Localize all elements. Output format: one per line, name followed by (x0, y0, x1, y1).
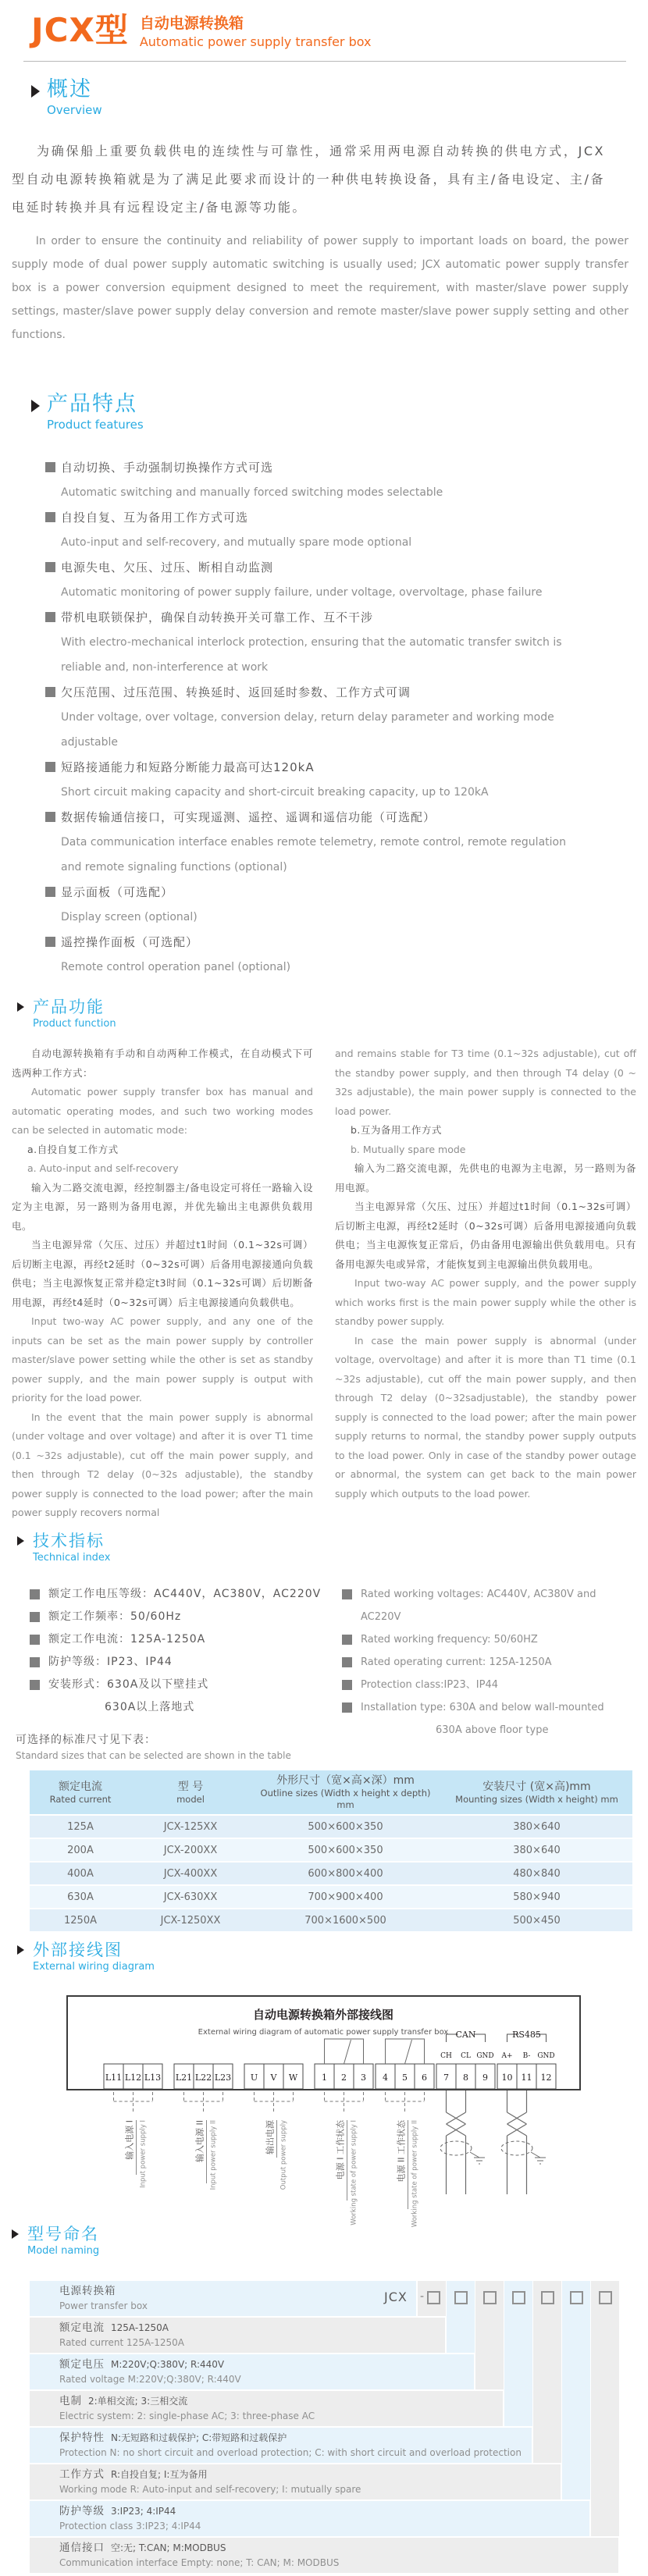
cell-rated-current: 125A (30, 1815, 131, 1838)
twisted-pair-icon (447, 2090, 466, 2194)
function-paragraph: a. Auto-input and self-recovery (27, 1162, 179, 1174)
section-wiring-heading (17, 1941, 155, 1975)
cell-mounting-size: 580×940 (441, 1885, 632, 1909)
heading-cn: 概述 (47, 77, 92, 101)
function-paragraph: Input two-way AC power supply, and the power supply which works first is the main power supply while the other is standby power supply. (335, 1277, 636, 1327)
naming-placeholder-box (541, 2291, 554, 2304)
cell-rated-current: 400A (30, 1862, 131, 1885)
group-label-en: Working state of power supply I (350, 2120, 358, 2226)
triangle-bullet-icon (17, 1002, 24, 1012)
terminal-label: 8 (463, 2073, 468, 2083)
cell-outline-size: 600×800×400 (250, 1862, 441, 1885)
cell-outline-size: 700×1600×500 (250, 1909, 441, 1932)
feature-item (45, 755, 632, 805)
cell-rated-current: 1250A (30, 1909, 131, 1932)
heading-cn: 产品特点 (47, 392, 137, 416)
terminal-label: V (270, 2073, 277, 2083)
table-row (30, 1862, 632, 1885)
function-paragraph: Automatic power supply transfer box has manual and automatic operating modes, and such two working modes can be selected in automatic mode: (12, 1086, 313, 1136)
product-title-cn: 自动电源转换箱 (139, 15, 244, 32)
tech-item-cn (30, 1696, 342, 1719)
table-row (30, 1885, 632, 1909)
tech-item-en (342, 1628, 639, 1651)
naming-row (30, 2354, 474, 2389)
triangle-bullet-icon (17, 1945, 24, 1955)
product-title (140, 14, 372, 52)
group-elbow-connector (325, 2092, 364, 2114)
naming-row-value: N:无短路和过载保护; C:带短路和过载保护 (111, 2432, 287, 2443)
naming-placeholder-box (454, 2291, 468, 2304)
interface-name-label: CAN (455, 2030, 476, 2040)
feature-en: Display screen (optional) (61, 911, 198, 923)
interface-pin-label: CH (440, 2052, 452, 2060)
cell-mounting-size: 380×640 (441, 1838, 632, 1862)
feature-en: Data communication interface enables remote telemetry, remote control, remote regulation and remote signaling functions (optional) (61, 836, 566, 873)
cell-rated-current: 200A (30, 1838, 131, 1862)
heading-en: Product features (47, 418, 144, 432)
tech-item-cn (30, 1583, 342, 1606)
naming-placeholder-box (512, 2291, 525, 2304)
naming-row-value: 2:单相交流; 3:三相交流 (88, 2396, 188, 2407)
tech-item-text: 630A以上落地式 (105, 1701, 195, 1713)
header-divider (23, 61, 626, 62)
features-list (45, 455, 632, 986)
naming-row-en: Power transfer box (59, 2300, 148, 2311)
function-paragraph: 自动电源转换箱有手动和自动两种工作模式，在自动模式下可选两种工作方式： (12, 1048, 313, 1079)
naming-row (30, 2428, 532, 2463)
naming-row-value: 空:无; T:CAN; M:MODBUS (111, 2542, 226, 2553)
naming-row-cn (59, 2467, 561, 2482)
ground-icon (531, 2152, 546, 2164)
group-elbow-connector (255, 2092, 294, 2114)
sizes-intro-cn: 可选择的标准尺寸见下表： (16, 1734, 156, 1746)
naming-row-en: Rated voltage M:220V;Q:380V; R:440V (59, 2374, 241, 2385)
terminal-label: L12 (124, 2073, 142, 2083)
cell-mounting-size: 480×840 (441, 1862, 632, 1885)
naming-row (30, 2538, 618, 2573)
model-naming-diagram (0, 2281, 648, 2576)
terminal-label: 10 (501, 2073, 513, 2083)
page-header (31, 6, 372, 55)
tech-list-cn (30, 1583, 342, 1724)
header-en: Mounting sizes (Width x height) mm (455, 1793, 618, 1805)
function-paragraph: and remains stable for T3 time (0.1~32s adjustable), cut off the standby power supply, and then through T4 delay (0 ~ 32s adjustable), the main power supply is connected to the load power. (335, 1048, 636, 1117)
square-bullet-icon (30, 1680, 40, 1690)
interface-pin-label: B- (522, 2052, 531, 2060)
tech-item-text: Rated working frequency: 50/60HZ (361, 1634, 538, 1646)
terminal-label: 11 (521, 2073, 532, 2083)
function-paragraph: In the event that the main power supply is abnormal (under voltage and over voltage) and after it is over T1 time (0.1 ~32s adjustable), cut off the main power supply, and then through T2 delay (0~32s adjustable), the standby power supply is connected to the load power; after the main power supply recovers normal (12, 1411, 313, 1518)
feature-item (45, 555, 632, 605)
terminal-label: 4 (383, 2073, 388, 2083)
heading-en: Product function (33, 1018, 116, 1030)
naming-prefix: JCX (384, 2290, 408, 2304)
square-bullet-icon (30, 1635, 40, 1645)
feature-cn: 数据传输通信接口，可实现遥测、遥控、遥调和遥信功能（可选配） (61, 810, 436, 824)
group-label-en: Input power supply I (139, 2120, 148, 2188)
tech-list-en (342, 1583, 639, 1736)
group-label-en: Working state of power supply II (411, 2120, 419, 2228)
product-model: JCX型 (31, 11, 129, 49)
cell-model: JCX-630XX (131, 1885, 250, 1909)
group-label-cn: 输入电源 I (124, 2120, 135, 2160)
cell-model: JCX-400XX (131, 1862, 250, 1885)
tech-item-en (342, 1719, 639, 1742)
feature-item (45, 455, 632, 505)
group-label-cn: 输出电源 (265, 2120, 276, 2154)
feature-en: Auto-input and self-recovery, and mutually spare mode optional (61, 536, 412, 549)
naming-row-label: 保护特性 (59, 2432, 105, 2444)
feature-item (45, 880, 632, 930)
naming-row-value: 3:IP23; 4:IP44 (111, 2506, 176, 2517)
heading-en: External wiring diagram (33, 1961, 155, 1973)
naming-row-label: 电制 (59, 2395, 82, 2407)
cell-mounting-size: 500×450 (441, 1909, 632, 1932)
cell-outline-size: 500×600×350 (250, 1815, 441, 1838)
square-bullet-icon (30, 1612, 40, 1622)
feature-en: Automatic monitoring of power supply failure, under voltage, overvoltage, phase failure (61, 586, 543, 599)
shield-ellipse-icon (440, 2141, 472, 2155)
function-paragraph: 当主电源异常（欠压、过压）并超过t1时间（0.1~32s可调）后切断主电源，再经t2延时（0~32s可调）后备用电源接通向负载供电；当主电源恢复正常后，仍由备用电源输出供负载用电。只有备用电源失电或异常，才能恢复到主电源输出供负载用电。 (335, 1201, 636, 1270)
cell-mounting-size: 380×640 (441, 1815, 632, 1838)
function-column-left (12, 1044, 313, 1518)
heading-cn: 产品功能 (33, 998, 105, 1016)
naming-row-cn (59, 2357, 474, 2372)
ground-icon (470, 2152, 485, 2164)
feature-cn: 自动切换、手动强制切换操作方式可选 (61, 461, 274, 475)
tech-item-text: Protection class:IP23、IP44 (361, 1679, 498, 1691)
naming-row-en: Electric system: 2: single-phase AC; 3: three-phase AC (59, 2411, 315, 2421)
naming-row-en: Protection N: no short circuit and overload protection; C: with short circuit and overload protection (59, 2447, 522, 2458)
naming-row-en: Protection class 3:IP23; 4:IP44 (59, 2521, 201, 2532)
header-cn: 外形尺寸（宽×高×深）mm (276, 1774, 415, 1787)
group-elbow-connector (114, 2092, 153, 2114)
tech-item-text: Rated working voltages: AC440V, AC380V and AC220V (361, 1589, 596, 1623)
naming-row-label: 防护等级 (59, 2505, 105, 2517)
heading-en: Technical index (33, 1552, 111, 1564)
function-paragraph: Input two-way AC power supply, and any one of the inputs can be set as the main power supply by controller master/slave power setting while the other is set as standby power supply, and the main power supply is output with priority for the load power. (12, 1315, 313, 1404)
col-header-mounting-sizes (441, 1770, 632, 1815)
naming-row-cn (59, 2504, 589, 2519)
header-en: Rated current (49, 1793, 112, 1805)
tech-item-cn (30, 1674, 342, 1696)
wiring-title-en: External wiring diagram of automatic power supply transfer box (198, 2028, 449, 2037)
feature-en: Under voltage, over voltage, conversion delay, return delay parameter and working mode adjustable (61, 711, 554, 749)
feature-en: Automatic switching and manually forced switching modes selectable (61, 486, 443, 499)
naming-row (30, 2464, 561, 2500)
feature-en: With electro-mechanical interlock protection, ensuring that the automatic transfer switch is reliable and, non-interference at work (61, 636, 562, 674)
terminal-label: U (250, 2073, 258, 2083)
section-naming-heading (12, 2225, 99, 2259)
naming-column-band (533, 2281, 561, 2463)
feature-cn: 带机电联锁保护，确保自动转换开关可靠工作、互不干涉 (61, 610, 374, 624)
interface-name-label: RS485 (512, 2030, 541, 2040)
square-bullet-icon (342, 1589, 352, 1599)
terminal-label: L13 (144, 2073, 162, 2083)
sizes-table-head (30, 1770, 632, 1815)
section-features-heading (31, 393, 144, 433)
feature-item (45, 605, 632, 680)
tech-index (30, 1583, 639, 1736)
naming-row-label: 通信接口 (59, 2542, 105, 2554)
feature-item (45, 505, 632, 555)
overview-paragraph-en: In order to ensure the continuity and reliability of power supply to important loads on board, the power supply mode of dual power supply automatic switching is usually used; JCX automatic power supply transfer box is a power conversion equipment designed to meet the requirement, with master/slave power supply settings, master/slave power supply delay conversion and remote master/slave power supply setting and other functions. (12, 235, 628, 341)
feature-item (45, 805, 632, 880)
shield-ellipse-icon (501, 2141, 532, 2155)
naming-row (30, 2318, 445, 2353)
tech-item-text: Rated operating current: 125A-1250A (361, 1656, 552, 1668)
naming-row-cn (59, 2284, 416, 2299)
terminal-label: L23 (214, 2073, 232, 2083)
interface-pin-label: CL (461, 2052, 471, 2060)
terminal-label: 5 (402, 2073, 408, 2083)
function-columns (12, 1044, 636, 1518)
tech-item-text: 630A above floor type (436, 1724, 549, 1736)
heading-cn: 技术指标 (33, 1532, 105, 1550)
terminal-label: 3 (361, 2073, 366, 2083)
cell-outline-size: 700×900×400 (250, 1885, 441, 1909)
naming-row-cn (59, 2394, 503, 2409)
cell-model: JCX-200XX (131, 1838, 250, 1862)
col-header-model (131, 1770, 250, 1815)
section-function-heading (17, 998, 116, 1032)
group-label-cn: 输入电源 II (194, 2120, 205, 2162)
function-paragraph: In case the main power supply is abnormal (under voltage, overvoltage) and after it is more than T1 time (0.1 ~32s adjustable), cut off the main power supply, and then through T2 delay (0~32sadjustable), the standby power supply is connected to the load power; after the main power supply returns to normal, the standby power supply outputs to the load power. Only in case of the standby power outage or abnormal, the system can get back to the main power supply which outputs to the load power. (335, 1334, 636, 1500)
section-overview-heading (31, 78, 102, 119)
feature-cn: 短路接通能力和短路分断能力最高可达120kA (61, 760, 315, 774)
naming-row-en: Communication interface Empty: none; T: CAN; M: MODBUS (59, 2557, 340, 2568)
sizes-table-body (30, 1815, 632, 1932)
naming-row-label: 额定电压 (59, 2358, 105, 2371)
terminal-label: L11 (105, 2073, 123, 2083)
naming-row (30, 2391, 503, 2426)
square-bullet-icon (30, 1589, 40, 1599)
square-bullet-icon (342, 1657, 352, 1667)
naming-column-band (562, 2281, 590, 2500)
triangle-bullet-icon (31, 85, 40, 98)
product-title-en: Automatic power supply transfer box (139, 34, 372, 49)
heading-cn: 外部接线图 (33, 1941, 123, 1959)
triangle-bullet-icon (12, 2229, 19, 2239)
tech-item-cn (30, 1628, 342, 1651)
group-elbow-connector (184, 2092, 223, 2114)
group-label-en: Input power supply II (209, 2120, 218, 2190)
feature-item (45, 680, 632, 755)
tech-item-en (342, 1674, 639, 1696)
function-column-right (335, 1044, 636, 1513)
naming-placeholder-box (427, 2291, 440, 2304)
square-bullet-icon (342, 1635, 352, 1645)
terminal-label: 1 (322, 2073, 327, 2083)
group-elbow-connector (386, 2092, 425, 2114)
naming-column-band (591, 2281, 619, 2536)
naming-row-cn (59, 2321, 445, 2336)
naming-row-cn (59, 2541, 618, 2556)
group-label-cn: 电源 II 工作状态 (396, 2120, 407, 2183)
naming-row (30, 2281, 416, 2316)
header-en: Outline sizes (Width x height x depth) mm (260, 1788, 431, 1810)
section-tech-heading (17, 1532, 110, 1566)
table-row (30, 1838, 632, 1862)
sizes-intro-en: Standard sizes that can be selected are shown in the table (16, 1750, 291, 1761)
naming-placeholder-box (599, 2291, 612, 2304)
tech-item-text: 额定工作频率：50/60Hz (48, 1610, 182, 1623)
terminal-label: 12 (540, 2073, 552, 2083)
col-header-rated-current (30, 1770, 131, 1815)
terminal-label: L22 (194, 2073, 212, 2083)
naming-row-value: R:自投自复; I:互为备用 (111, 2469, 208, 2480)
heading-cn: 型号命名 (27, 2225, 99, 2243)
naming-row-cn (59, 2431, 532, 2446)
tech-item-text: 防护等级：IP23、IP44 (48, 1656, 173, 1668)
heading-en: Overview (47, 103, 102, 117)
wiring-diagram (66, 1995, 582, 2257)
feature-cn: 显示面板（可选配） (61, 885, 174, 899)
tech-item-text: Installation type: 630A and below wall-mounted (361, 1702, 604, 1713)
function-paragraph: 当主电源异常（欠压、过压）并超过t1时间（0.1~32s可调）后切断主电源，再经t2延时（0~32s可调）后备用电源接通向负载供电；当主电源恢复正常并稳定t3时间（0.1~32s可调）后切断备用电源，再经t4延时（0~32s可调）后主电源接通向负载供电。 (12, 1239, 313, 1308)
twisted-pair-icon (507, 2090, 527, 2194)
naming-placeholder-box (570, 2291, 583, 2304)
terminal-label: 6 (422, 2073, 427, 2083)
function-paragraph: b. Mutually spare mode (351, 1143, 466, 1155)
square-bullet-icon (30, 1657, 40, 1667)
terminal-label: 9 (482, 2073, 488, 2083)
tech-item-en (342, 1583, 639, 1628)
cell-outline-size: 500×600×350 (250, 1838, 441, 1862)
terminal-label: L21 (175, 2073, 193, 2083)
interface-pin-label: A+ (501, 2052, 513, 2060)
feature-en: Remote control operation panel (optional) (61, 961, 291, 973)
sizes-table (30, 1770, 632, 1933)
interface-pin-label: GND (476, 2052, 494, 2060)
table-row (30, 1909, 632, 1932)
terminal-label: W (288, 2073, 298, 2083)
group-label-en: Output power supply (279, 2120, 288, 2190)
function-paragraph: 输入为二路交流电源，经控制器主/备电设定可将任一路输入设定为主电源，另一路则为备用电源，并优先输出主电源供负载用电。 (12, 1181, 313, 1232)
naming-row-en: Rated current 125A-1250A (59, 2337, 184, 2348)
tech-item-text: 额定工作电压等级：AC440V，AC380V，AC220V (48, 1588, 322, 1600)
overview-paragraph-cn: 为确保船上重要负载供电的连续性与可靠性，通常采用两电源自动转换的供电方式，JCX型自动电源转换箱就是为了满足此要求而设计的一种供电转换设备，具有主/备电设定、主/备电延时转换并具有远程设定主/备电源等功能。 (12, 144, 605, 215)
naming-row (30, 2501, 589, 2536)
tech-item-en (342, 1696, 639, 1719)
naming-row-value: 125A-1250A (111, 2322, 169, 2333)
wiring-title-cn: 自动电源转换箱外部接线图 (252, 2008, 394, 2022)
cell-rated-current: 630A (30, 1885, 131, 1909)
cell-model: JCX-1250XX (131, 1909, 250, 1932)
col-header-outline-sizes (250, 1770, 441, 1815)
tech-item-text: 安装形式：630A及以下壁挂式 (48, 1678, 209, 1691)
table-row (30, 1815, 632, 1838)
tech-item-en (342, 1651, 639, 1674)
header-cn: 额定电流 (59, 1780, 102, 1793)
triangle-bullet-icon (17, 1536, 24, 1546)
terminal-label: 7 (443, 2073, 449, 2083)
feature-cn: 遥控操作面板（可选配） (61, 935, 199, 949)
header-en: model (176, 1793, 205, 1805)
triangle-bullet-icon (31, 400, 40, 412)
feature-cn: 电源失电、欠压、过压、断相自动监测 (61, 560, 274, 575)
feature-cn: 欠压范围、过压范围、转换延时、返回延时参数、工作方式可调 (61, 685, 411, 699)
naming-dash: - (420, 2290, 425, 2303)
square-bullet-icon (342, 1680, 352, 1690)
heading-en: Model naming (27, 2245, 100, 2257)
terminal-label: 2 (341, 2073, 347, 2083)
naming-row-value: M:220V;Q:380V; R:440V (111, 2359, 225, 2370)
function-paragraph: b.互为备用工作方式 (351, 1124, 442, 1136)
feature-cn: 自投自复、互为备用工作方式可选 (61, 511, 249, 525)
feature-en: Short circuit making capacity and short-circuit breaking capacity, up to 120kA (61, 786, 489, 799)
tech-item-cn (30, 1651, 342, 1674)
tech-item-text: 额定工作电流：125A-1250A (48, 1633, 206, 1646)
tech-item-cn (30, 1606, 342, 1628)
cell-model: JCX-125XX (131, 1815, 250, 1838)
naming-row-label: 电源转换箱 (59, 2285, 116, 2297)
square-bullet-icon (342, 1703, 352, 1713)
function-paragraph: a.自投自复工作方式 (27, 1143, 119, 1155)
naming-placeholder-box (483, 2291, 497, 2304)
function-paragraph: 输入为二路交流电源，先供电的电源为主电源，另一路则为备用电源。 (335, 1162, 636, 1194)
feature-item (45, 930, 632, 980)
group-label-cn: 电源 I 工作状态 (335, 2120, 346, 2180)
naming-row-label: 工作方式 (59, 2468, 105, 2481)
interface-pin-label: GND (537, 2052, 555, 2060)
naming-row-en: Working mode R: Auto-input and self-recovery; I: mutually spare (59, 2484, 361, 2495)
naming-row-label: 额定电流 (59, 2322, 105, 2334)
header-cn: 型 号 (177, 1780, 204, 1793)
header-cn: 安装尺寸 (宽×高)mm (482, 1780, 591, 1793)
